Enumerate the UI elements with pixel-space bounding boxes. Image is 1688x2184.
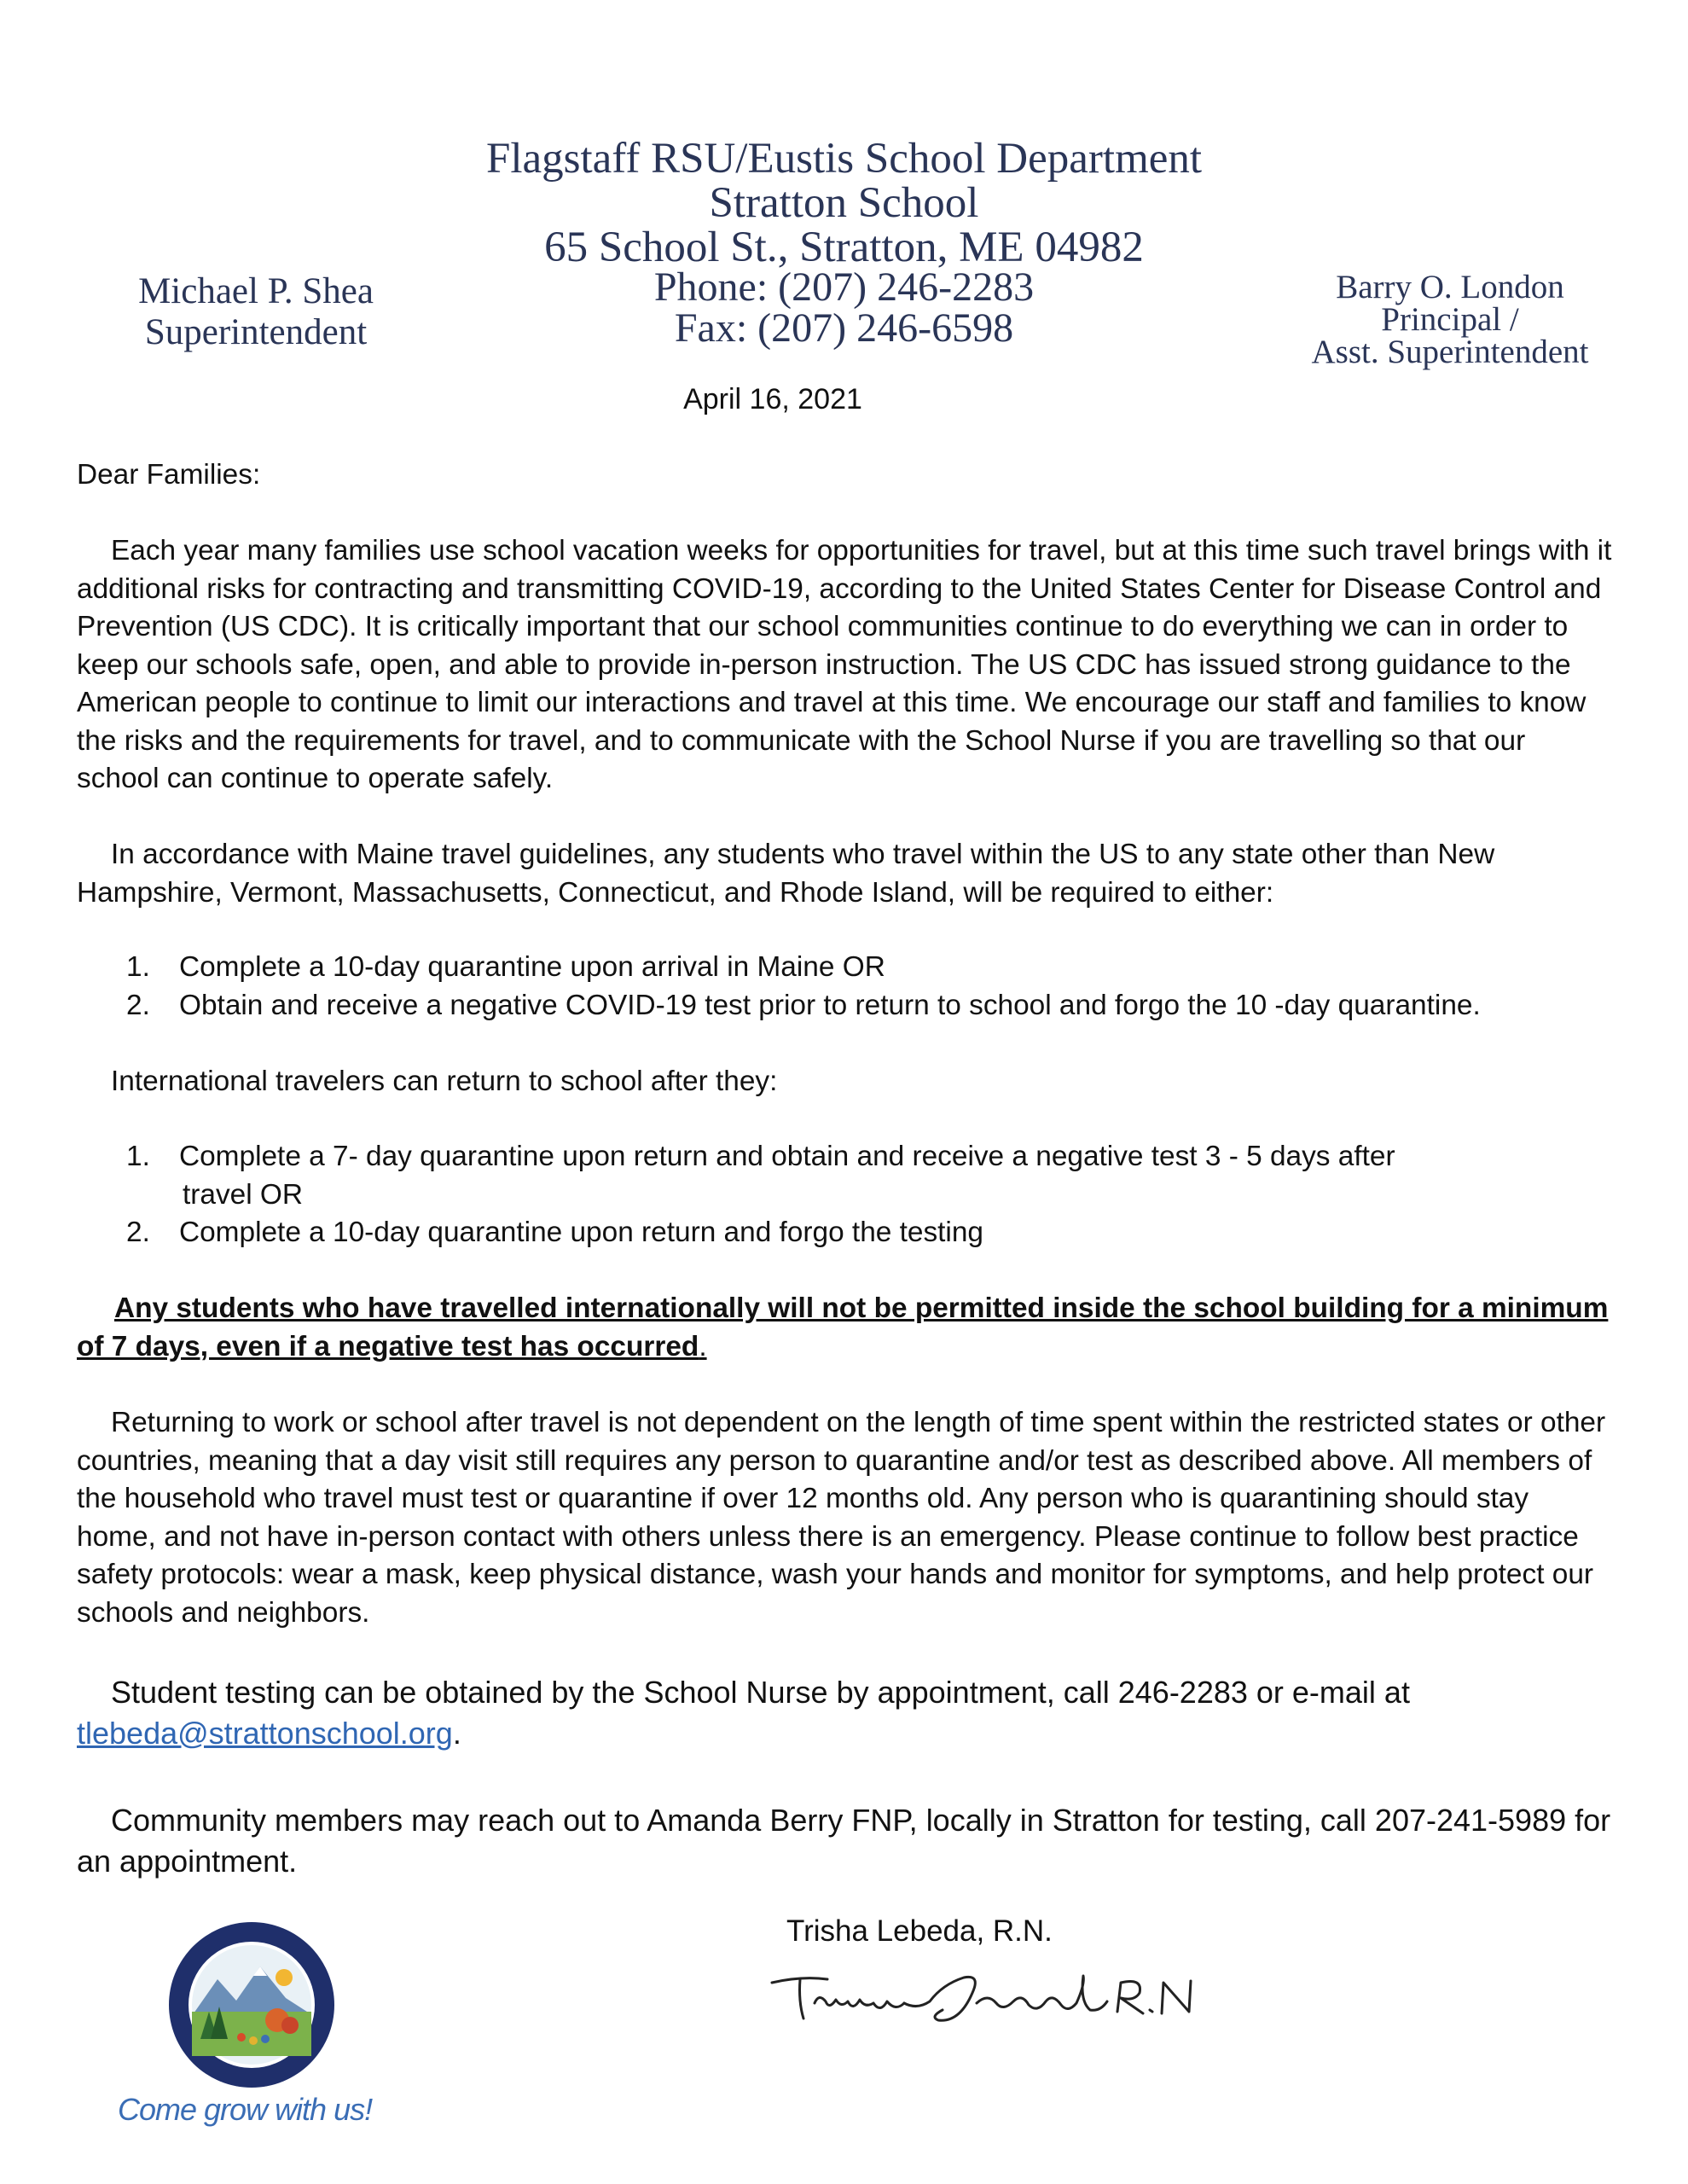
letter-date: April 16, 2021 bbox=[683, 383, 862, 415]
paragraph-text: International travelers can return to school after they: bbox=[111, 1066, 778, 1097]
principal-title: Principal / bbox=[1381, 301, 1519, 338]
list-number: 2. bbox=[126, 989, 150, 1021]
international-intro bbox=[77, 1063, 1612, 1101]
list-text: Complete a 7- day quarantine upon return and obtain and receive a negative test 3 - 5 days after bbox=[179, 1141, 1395, 1172]
paragraph-student-testing bbox=[77, 1672, 1612, 1754]
list-text: Complete a 10-day quarantine upon arrival in Maine OR bbox=[179, 951, 885, 983]
warning-text: Any students who have travelled internationally will not be permitted inside the school building for a minimum of 7 days, even if a negative test has occurred bbox=[77, 1292, 1609, 1362]
paragraph-community-testing bbox=[77, 1800, 1612, 1882]
principal-block bbox=[1279, 271, 1621, 369]
school-address: 65 School St., Stratton, ME 04982 bbox=[544, 224, 1144, 271]
paragraph-text: Community members may reach out to Amanda Berry FNP, locally in Stratton for testing, call 207-241-5989 for an appointment. bbox=[77, 1803, 1611, 1879]
signer-name: Trisha Lebeda, R.N. bbox=[786, 1914, 1053, 1948]
list-text: Obtain and receive a negative COVID-19 test prior to return to school and forgo the 10 -day quarantine. bbox=[179, 989, 1481, 1021]
principal-name: Barry O. London bbox=[1336, 269, 1564, 305]
school-slogan: Come grow with us! bbox=[118, 2092, 373, 2127]
international-warning bbox=[77, 1290, 1612, 1366]
list-number: 1. bbox=[126, 1141, 150, 1172]
department-title: Flagstaff RSU/Eustis School Department bbox=[485, 135, 1203, 183]
paragraph-travel-risks bbox=[77, 532, 1612, 799]
list-text: travel OR bbox=[183, 1178, 304, 1211]
list-number: 2. bbox=[126, 1217, 150, 1248]
international-options-list bbox=[77, 1138, 1612, 1252]
paragraph-text: Returning to work or school after travel is not dependent on the length of time spent within the restricted states or other countries, meaning that a day visit still requires any person to quarantine and/or test as described above. All members of the household who travel must test or quarantine if over 12 months old. Any person who is quarantining should stay home, and not have in-person contact with others unless there is an emergency. Please continue to follow best practice safety protocols: wear a mask, keep physical distance, wash your hands and monitor for symptoms, and help protect our schools and neighbors. bbox=[77, 1407, 1606, 1629]
nurse-email-link[interactable]: tlebeda@strattonschool.org bbox=[77, 1716, 453, 1751]
paragraph-text: In accordance with Maine travel guidelines, any students who travel within the US to any state other than New Hampshire, Vermont, Massachusetts, Connecticut, and Rhode Island, will be required to either: bbox=[77, 839, 1495, 909]
list-item bbox=[77, 1138, 1612, 1176]
school-name: Stratton School bbox=[709, 179, 979, 227]
list-item bbox=[77, 949, 1612, 987]
school-fax: Fax: (207) 246-6598 bbox=[674, 305, 1014, 351]
paragraph-text bbox=[77, 1672, 1612, 1754]
testing-period: . bbox=[452, 1716, 461, 1751]
list-number: 1. bbox=[126, 951, 150, 983]
paragraph-text: Each year many families use school vacation weeks for opportunities for travel, but at this time such travel brings with it additional risks for contracting and transmitting COVID-19, according to the United States Center for Disease Control and Prevention (US CDC). It is critically important that our school communities continue to do everything we can in order to keep our schools safe, open, and able to provide in-person instruction. The US CDC has issued strong guidance to the American people to continue to limit our interactions and travel at this time. We encourage our staff and families to know the risks and the requirements for travel, and to communicate with the School Nurse if you are travelling so that our school can continue to operate safely. bbox=[77, 535, 1612, 794]
superintendent-name: Michael P. Shea bbox=[138, 271, 374, 311]
school-phone: Phone: (207) 246-2283 bbox=[653, 264, 1035, 310]
paragraph-maine-guidelines bbox=[77, 836, 1612, 912]
principal-title-secondary: Asst. Superintendent bbox=[1311, 334, 1589, 370]
list-item bbox=[77, 987, 1612, 1025]
domestic-options-list bbox=[77, 949, 1612, 1025]
testing-text: Student testing can be obtained by the School Nurse by appointment, call 246-2283 or e-mail at bbox=[111, 1675, 1410, 1710]
greeting: Dear Families: bbox=[77, 459, 261, 491]
superintendent-block bbox=[102, 271, 409, 353]
superintendent-title: Superintendent bbox=[144, 312, 368, 352]
seal-graphic bbox=[166, 1920, 337, 2090]
school-seal-logo bbox=[166, 1920, 337, 2090]
paragraph-quarantine-rules bbox=[77, 1404, 1612, 1632]
list-item-continuation bbox=[77, 1176, 1612, 1215]
list-item bbox=[77, 1214, 1612, 1252]
signature-drawing bbox=[768, 1959, 1211, 2036]
list-text: Complete a 10-day quarantine upon return and forgo the testing bbox=[179, 1217, 983, 1248]
handwritten-signature bbox=[768, 1959, 1211, 2040]
warning-period: . bbox=[699, 1330, 707, 1362]
